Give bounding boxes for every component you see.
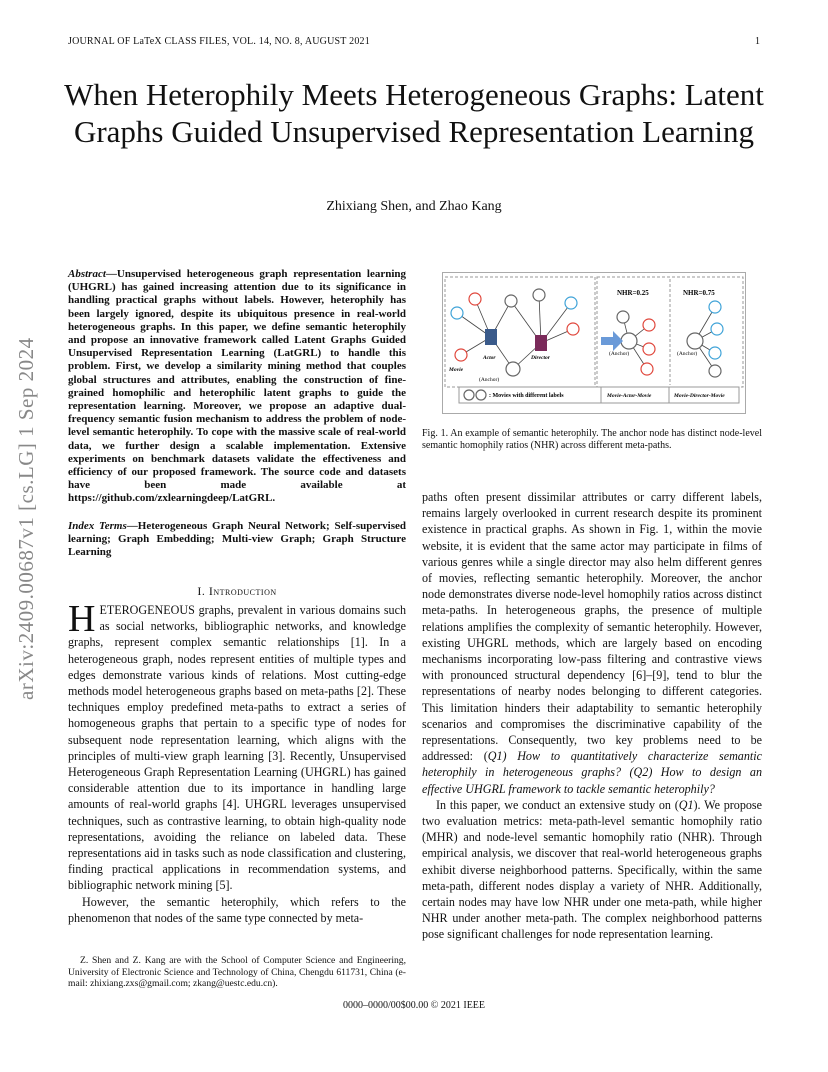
anchor-label-mdm: (Anchor) (677, 351, 698, 357)
abstract-text: —Unsupervised heterogeneous graph representation learning (UHGRL) has gained increasing attention due to its significance in handling practical graphs without labels. However, heterophily has been largely ignored, despite its ubiquitous presence in real-world heterogeneous graphs. In this paper, we define semantic heterophily and propose an innovative framework called Latent Graphs Guided Unsupervised Representation Learning (LatGRL) to handle this problem. First, we develop a similarity mining method that couples global structures and attributes, enabling the construction of fine-grained homophilic and heterophilic latent graphs to guide the representation learning. Moreover, we propose an adaptive dual-frequency semantic fusion mechanism to address the problem of node-level semantic heterophily. To cope with the massive scale of real-world data, we further design a scalable implementation. Extensive experiments on benchmark datasets validate the effectiveness and efficiency of our proposed framework. The source code and datasets have been made available at https://github.com/zxlearningdeep/LatGRL. (68, 268, 406, 505)
index-terms (68, 520, 406, 560)
arxiv-stamp: arXiv:2409.00687v1 [cs.LG] 1 Sep 2024 (14, 337, 38, 700)
anchor-label-left: (Anchor) (479, 377, 500, 383)
actor-icon (485, 329, 497, 345)
question-1-label: Q1 (487, 749, 503, 764)
dropcap: H (68, 598, 96, 640)
actor-label: Actor (483, 355, 496, 361)
page-number: 1 (755, 36, 760, 47)
right-paragraph-1 (422, 489, 762, 797)
paper-title: When Heterophily Meets Heterogeneous Graphs: Latent Graphs Guided Unsupervised Representation Learning (64, 77, 764, 149)
director-icon (535, 335, 547, 351)
figure-1 (442, 272, 746, 414)
anchor-label-mam: (Anchor) (609, 351, 630, 357)
legend-mdm: Movie-Director-Movie (674, 393, 725, 399)
figure-1-graphic (443, 273, 745, 413)
right-column-body (422, 489, 762, 943)
question-2-text: ) How to design an effective UHGRL framework to tackle semantic heterophily? (422, 765, 762, 796)
intro-paragraph-2: However, the semantic heterophily, which refers to the phenomenon that nodes of the same type connected by meta- (68, 894, 406, 925)
right-paragraph-2-start: In this paper, we conduct an extensive study on ( (436, 797, 679, 812)
index-terms-text: —Heterogeneous Graph Neural Network; Self-supervised learning; Graph Embedding; Multi-view Graph; Graph Structure Learning (68, 520, 406, 559)
director-label: Director (531, 355, 550, 361)
question-1-text: ) How to quantitatively characterize semantic heterophily in heterogeneous graphs? ( (422, 749, 762, 780)
right-paragraph-1-text: paths often present dissimilar attributes or carry different labels, remains largely overlooked in current research despite its prominent existence in practical graphs. As shown in Fig. 1, within the movie website, it is evident that the same actor may participate in films of various genres while a single director may also helm different genres of movies, reflecting semantic heterophily. Moreover, the anchor node demonstrates diverse node-level homophily ratios across distinct meta-paths. In heterogeneous graphs, the presence of multiple relations amplifies the complexity of semantic heterophily. However, existing UHGRL methods, which are largely based on encoding mechanisms incorporating low-pass filtering and contrastive views with pronounced structural dependency [6]–[9], tend to blur the representations of nearby nodes belonging to different categories. This limitation hinders their adaptability to semantic heterophily scenarios and compromises the discriminative capability of the representations. Consequently, two key problems need to be addressed: ( (422, 490, 762, 764)
section-heading: I. Introduction (197, 584, 277, 598)
legend-movies: : Movies with different labels (489, 393, 564, 399)
right-paragraph-2-q1: Q1 (678, 797, 694, 812)
right-paragraph-2-text: ). We propose two evaluation metrics: meta-path-level semantic homophily ratio (MHR) and node-level semantic homophily ratio (NHR). Through empirical analysis, we discover that real-world heterogeneous graphs exhibit diverse neighborhood patterns. Specifically, within the same meta-path, different nodes display a variety of NHR. Additionally, certain nodes may have low NHR under one meta-path, while higher NHR under another meta-path. The complex neighborhood patterns pose significant challenges for node representation learning. (422, 797, 763, 942)
copyright-footer: 0000–0000/00$00.00 © 2021 IEEE (342, 1000, 486, 1011)
paper-authors: Zhixiang Shen, and Zhao Kang (326, 199, 502, 214)
right-paragraph-2 (422, 797, 762, 943)
nhr-low-label: NHR=0.25 (617, 289, 649, 297)
question-2-label: Q2 (633, 765, 649, 780)
movie-label: Movie (449, 367, 464, 373)
figure-caption: Fig. 1. An example of semantic heterophily. The anchor node has distinct node-level semantic homophily ratios (NHR) across different meta-paths. (422, 428, 762, 452)
abstract (68, 268, 406, 506)
intro-paragraph-1: ETEROGENEOUS graphs, prevalent in various domains such as social networks, bibliographic networks, and knowledge graphs, represent complex semantic relationships [1]. In a heterogeneous graph, nodes represent entities of multiple types and edges demonstrate various kinds of relations. Most cutting-edge methods model heterogeneous graphs based on meta-paths [2]. These techniques employ predefined meta-paths to extract a series of homogeneous graphs that pertain to a specific type of nodes for subsequent node representation learning, which aligns with the principles of multi-view graph learning [3]. Recently, Unsupervised Heterogeneous Graph Representation Learning (UHGRL) has gained considerable attention due to its importance in handling large amounts of real-world graphs [4]. UHGRL leverages unsupervised techniques, such as contrastive learning, to obtain high-quality node representations, avoiding the reliance on labeled data. These representations aid in tasks such as node classification and clustering, finding practical applications in recommendation systems, and bibliographic network mining [5]. (68, 603, 406, 893)
index-terms-label: Index Terms (68, 520, 127, 532)
intro-body (68, 598, 406, 926)
author-footnote: Z. Shen and Z. Kang are with the School of Computer Science and Engineering, University of Electronic Science and Technology of China, Chengdu 611731, China (e-mail: zhixiang.zxs@gmail.com; zkang@uestc.edu.cn). (68, 955, 406, 990)
abstract-label: Abstract (68, 268, 106, 280)
journal-header: JOURNAL OF LaTeX CLASS FILES, VOL. 14, NO. 8, AUGUST 2021 (68, 36, 370, 47)
nhr-high-label: NHR=0.75 (683, 289, 715, 297)
legend-mam: Movie-Actor-Movie (607, 393, 652, 399)
